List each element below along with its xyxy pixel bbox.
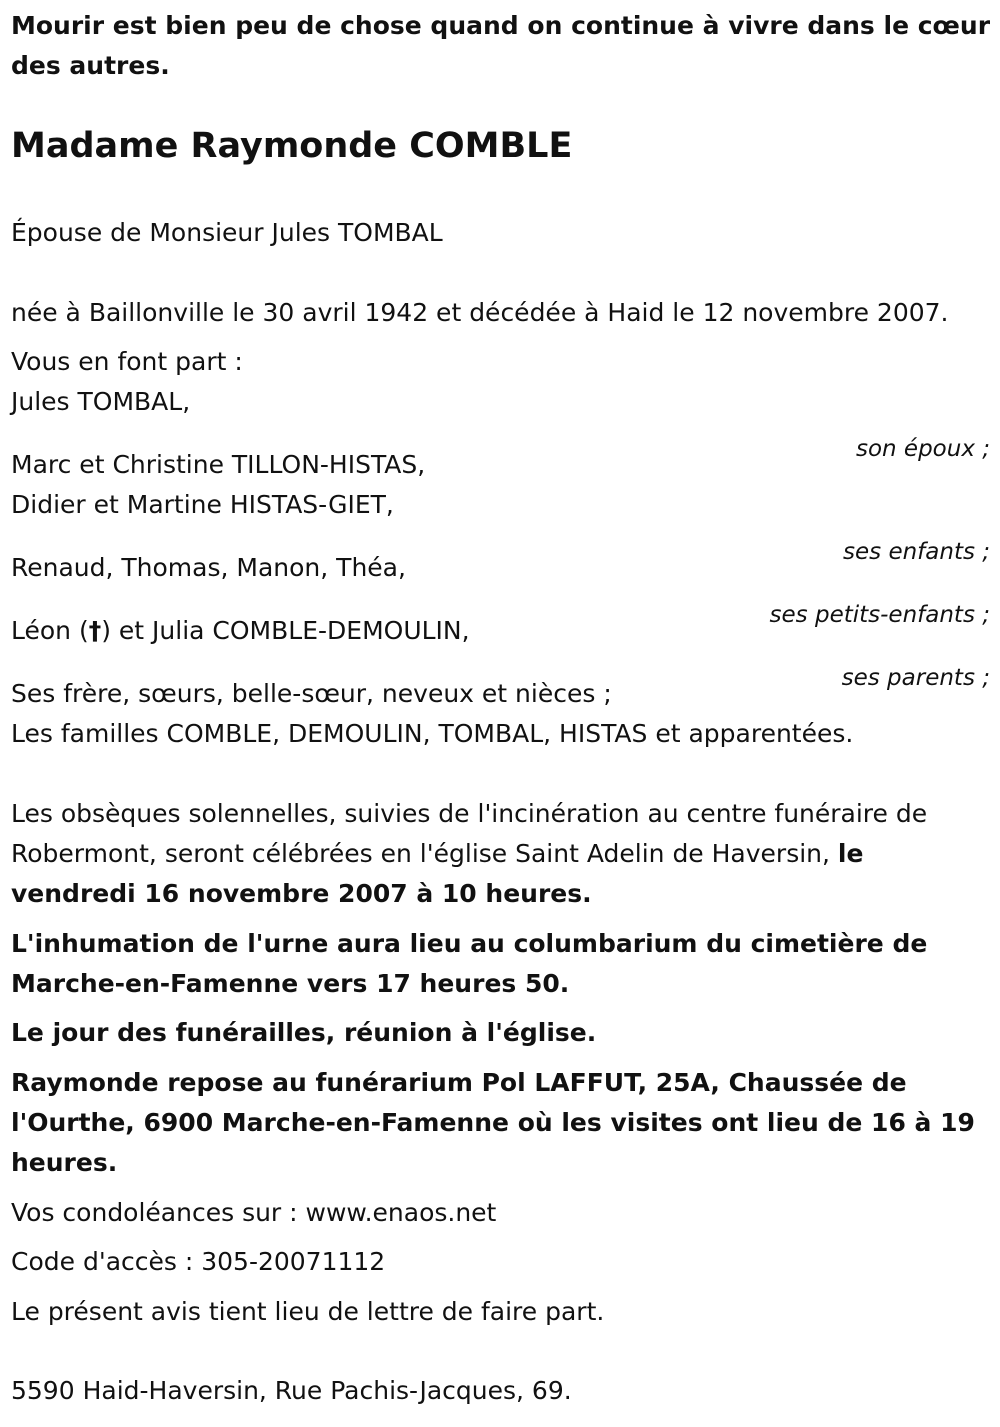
child-2: Didier et Martine HISTAS-GIET, [11, 490, 394, 519]
parents-name-after: ) et Julia COMBLE-DEMOULIN, [101, 616, 470, 645]
quote-line-2: des autres. [11, 51, 170, 80]
funeral-line-2-text: Robermont, seront célébrées en l'église Saint Adelin de Haversin, [11, 839, 838, 868]
rest-line-1: Raymonde repose au funérarium Pol LAFFUT, 25A, Chaussée de [11, 1068, 907, 1097]
funeral-date: vendredi 16 novembre 2007 à 10 heures. [11, 879, 592, 908]
funeral-line-2-bold: le [837, 839, 864, 868]
cross-icon: † [88, 616, 102, 645]
child-1: Marc et Christine TILLON-HISTAS, [11, 450, 426, 479]
rest-line-3: heures. [11, 1148, 118, 1177]
birth-death-line: née à Baillonville le 30 avril 1942 et décédée à Haid le 12 novembre 2007. [11, 298, 949, 327]
announcement-intro: Vous en font part : [11, 347, 243, 376]
access-code-line: Code d'accès : 305-20071112 [11, 1247, 386, 1276]
address-line: 5590 Haid-Haversin, Rue Pachis-Jacques, 69. [11, 1376, 572, 1405]
grandchildren-relation: ses petits-enfants ; [769, 602, 990, 628]
spouse-line: Épouse de Monsieur Jules TOMBAL [11, 218, 443, 247]
families-line: Les familles COMBLE, DEMOULIN, TOMBAL, HISTAS et apparentées. [11, 719, 854, 748]
grandchildren-names: Renaud, Thomas, Manon, Théa, [11, 553, 406, 582]
siblings-line: Ses frère, sœurs, belle-sœur, neveux et nièces ; [11, 679, 612, 708]
condolences-line: Vos condoléances sur : www.enaos.net [11, 1198, 497, 1227]
funeral-line-1: Les obsèques solennelles, suivies de l'incinération au centre funéraire de [11, 799, 928, 828]
spouse-name: Jules TOMBAL, [11, 387, 191, 416]
parents-names [11, 611, 470, 651]
spouse-relation: son époux ; [855, 436, 990, 462]
urn-line-1: L'inhumation de l'urne aura lieu au columbarium du cimetière de [11, 929, 928, 958]
quote-line-1: Mourir est bien peu de chose quand on continue à vivre dans le cœur [11, 11, 991, 40]
children-relation: ses enfants ; [843, 539, 990, 565]
notice-line: Le présent avis tient lieu de lettre de faire part. [11, 1297, 605, 1326]
urn-line-2: Marche-en-Famenne vers 17 heures 50. [11, 969, 570, 998]
funeral-line-2 [11, 834, 863, 874]
parents-name-before: Léon ( [11, 616, 89, 645]
parents-relation: ses parents ; [841, 665, 990, 691]
deceased-name: Madame Raymonde COMBLE [11, 126, 573, 166]
meeting-line: Le jour des funérailles, réunion à l'église. [11, 1018, 597, 1047]
rest-line-2: l'Ourthe, 6900 Marche-en-Famenne où les visites ont lieu de 16 à 19 [11, 1108, 975, 1137]
